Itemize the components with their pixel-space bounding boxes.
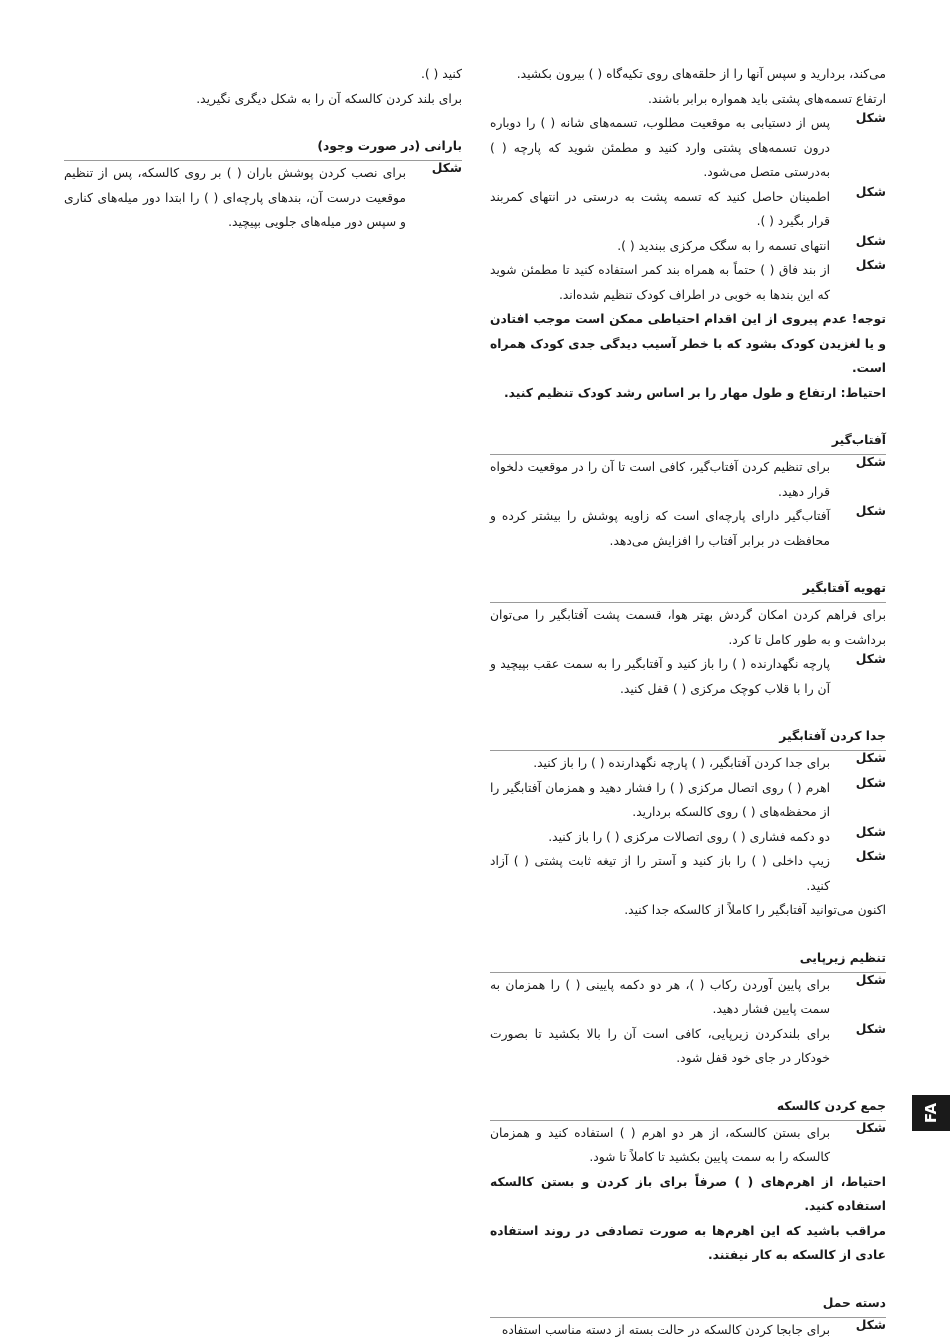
- left-intro-line-1: کنید ( ).: [420, 67, 462, 81]
- instruction-text: اکنون می‌توانید آفتابگیر را کاملاً از کالسکه جدا کنید.: [624, 903, 886, 917]
- caution-text: احتیاط: ارتفاع و طول مهار را بر اساس رشد کودک تنظیم کنید.: [503, 385, 886, 400]
- instruction-row: شکل آفتاب‌گیر دارای پارچه‌ای است که زاویه پوشش را بیشتر کرده و محافظت در برابر آفتاب را افزایش می‌دهد.: [490, 504, 886, 553]
- instruction-text: برای بلندکردن زیرپایی، کافی است آن را بالا بکشید تا بصورت خودکار در جای خود قفل شود.: [490, 1026, 830, 1065]
- instruction-text: می‌کند، بردارید و سپس آنها را از حلقه‌های روی تکیه‌گاه ( ) بیرون بکشید.: [516, 67, 886, 81]
- rain-cover-section: [64, 135, 462, 235]
- instruction-text: برای جدا کردن آفتابگیر، ( ) پارچه نگهدارنده ( ) را باز کنید.: [533, 756, 830, 770]
- section-title: تنظیم زیرپایی: [799, 950, 886, 965]
- instruction-text: اهرم ( ) روی اتصال مرکزی ( ) را فشار دهید و همزمان آفتابگیر را از محفظه‌های ( ) روی کالسکه بردارید.: [490, 780, 830, 819]
- language-tab-label: FA: [921, 1102, 940, 1124]
- instruction-text: پارچه نگهدارنده ( ) را باز کنید و آفتابگیر را به سمت عقب بپیچید و آن را با قلاب کوچک مرکزی ( ) قفل کنید.: [490, 657, 830, 696]
- instruction-row: شکل پس از دستیابی به موقعیت مطلوب، تسمه‌های شانه ( ) را دوباره درون تسمه‌های پشتی وارد کنید و مطمئن شوید که پارچه ( ) به‌درستی متصل می‌شود.: [490, 111, 886, 185]
- instruction-row: شکل انتهای تسمه را به سگک مرکزی ببندید ( ).: [490, 234, 886, 259]
- instruction-row: شکل برای جدا کردن آفتابگیر، ( ) پارچه نگهدارنده ( ) را باز کنید.: [490, 751, 886, 776]
- instruction-row: شکل برای جابجا کردن کالسکه در حالت بسته از دسته مناسب استفاده: [490, 1318, 886, 1343]
- instruction-text: برای بستن کالسکه، از هر دو اهرم ( ) استفاده کنید و همزمان کالسکه را به سمت پایین بکشید تا کاملاً تا شود.: [490, 1125, 830, 1164]
- instruction-text: برای تنظیم کردن آفتاب‌گیر، کافی است تا آن را در موقعیت دلخواه قرار دهید.: [490, 460, 830, 499]
- instruction-text: برای جابجا کردن کالسکه در حالت بسته از دسته مناسب استفاده: [501, 1322, 830, 1337]
- instruction-text: برای نصب کردن پوشش باران ( ) بر روی کالسکه، پس از تنظیم موقعیت درست آن، بندهای پارچه‌ای ( ) را ابتدا دور میله‌های کناری و سپس دور میله‌های جلویی بپیچید.: [64, 166, 406, 229]
- bold-note: احتیاط، از اهرم‌های ( ) صرفاً برای باز کردن و بستن کالسکه استفاده کنید.: [490, 1174, 886, 1213]
- bold-note: مراقب باشید که این اهرم‌ها به صورت تصادفی در روند استفاده عادی از کالسکه به کار نیفتند.: [490, 1223, 886, 1262]
- section: [490, 1095, 886, 1268]
- instruction-text: پس از دستیابی به موقعیت مطلوب، تسمه‌های شانه ( ) را دوباره درون تسمه‌های پشتی وارد کنید و مطمئن شوید که پارچه ( ) به‌درستی متصل می‌شود.: [490, 116, 830, 179]
- sections: [490, 429, 886, 1342]
- section: [490, 947, 886, 1071]
- left-intro-line-2: برای بلند کردن کالسکه آن را به شکل دیگری نگیرید.: [196, 91, 462, 106]
- section: [490, 577, 886, 701]
- instruction-text: انتهای تسمه را به سگک مرکزی ببندید ( ).: [617, 238, 830, 253]
- warning-text: توجه! عدم پیروی از این اقدام احتیاطی ممکن است موجب افتادن و یا لغزیدن کودک بشود که با خطر آسیب دیدگی جدی کودک همراه است.: [490, 312, 886, 375]
- section: [490, 725, 886, 923]
- section: [490, 429, 886, 553]
- instruction-row: شکل برای نصب کردن پوشش باران ( ) بر روی کالسکه، پس از تنظیم موقعیت درست آن، بندهای پارچه‌ای ( ) را ابتدا دور میله‌های کناری و سپس دور میله‌های جلویی بپیچید.: [64, 161, 462, 235]
- left-column: [64, 62, 462, 235]
- instruction-text: از بند فاق ( ) حتماً به همراه بند کمر استفاده کنید تا مطمئن شوید که این بندها به خوبی در اطراف کودک تنظیم شده‌اند.: [490, 263, 830, 302]
- section-title: دسته حمل: [822, 1295, 886, 1310]
- instruction-row: شکل پارچه نگهدارنده ( ) را باز کنید و آفتابگیر را به سمت عقب بپیچید و آن را با قلاب کوچک مرکزی ( ) قفل کنید.: [490, 652, 886, 701]
- instruction-row: [490, 603, 886, 652]
- section-title: جدا کردن آفتابگیر: [779, 729, 886, 743]
- right-column: [490, 62, 886, 1342]
- section-title: تهویه آفتابگیر: [802, 581, 886, 595]
- instruction-row: شکل دو دکمه فشاری ( ) روی اتصالات مرکزی ( ) را باز کنید.: [490, 825, 886, 850]
- section: [490, 1292, 886, 1343]
- intro-block: [490, 62, 886, 307]
- instruction-row: [490, 87, 886, 112]
- instruction-row: شکل از بند فاق ( ) حتماً به همراه بند کمر استفاده کنید تا مطمئن شوید که این بندها به خوبی در اطراف کودک تنظیم شده‌اند.: [490, 258, 886, 307]
- section-title: آفتاب‌گیر: [831, 433, 886, 447]
- instruction-text: ارتفاع تسمه‌های پشتی باید همواره برابر باشند.: [647, 91, 886, 106]
- instruction-text: برای پایین آوردن رکاب ( )، هر دو دکمه پایینی ( ) را همزمان به سمت پایین فشار دهید.: [490, 977, 830, 1016]
- instruction-row: شکل برای بلندکردن زیرپایی، کافی است آن را بالا بکشید تا بصورت خودکار در جای خود قفل شود.: [490, 1022, 886, 1071]
- language-tab: [912, 1095, 950, 1131]
- instruction-row: شکل برای تنظیم کردن آفتاب‌گیر، کافی است تا آن را در موقعیت دلخواه قرار دهید.: [490, 455, 886, 504]
- instruction-row: [490, 898, 886, 923]
- instruction-text: اطمینان حاصل کنید که تسمه پشت به درستی در انتهای کمربند قرار بگیرد ( ).: [490, 189, 830, 228]
- instruction-row: شکل اطمینان حاصل کنید که تسمه پشت به درستی در انتهای کمربند قرار بگیرد ( ).: [490, 185, 886, 234]
- instruction-text: آفتاب‌گیر دارای پارچه‌ای است که زاویه پوشش را بیشتر کرده و محافظت در برابر آفتاب را افزایش می‌دهد.: [490, 509, 830, 548]
- instruction-text: زیپ داخلی ( ) را باز کنید و آستر را از تیغه ثابت پشتی ( ) آزاد کنید.: [490, 854, 830, 893]
- section-title: جمع کردن کالسکه: [776, 1098, 886, 1113]
- section-title-rain-cover: بارانی (در صورت وجود): [317, 139, 462, 153]
- instruction-row: شکل برای پایین آوردن رکاب ( )، هر دو دکمه پایینی ( ) را همزمان به سمت پایین فشار دهید.: [490, 973, 886, 1022]
- instruction-row: [490, 62, 886, 87]
- instruction-row: شکل برای بستن کالسکه، از هر دو اهرم ( ) استفاده کنید و همزمان کالسکه را به سمت پایین بکشید تا کاملاً تا شود.: [490, 1121, 886, 1170]
- instruction-row: شکل زیپ داخلی ( ) را باز کنید و آستر را از تیغه ثابت پشتی ( ) آزاد کنید.: [490, 849, 886, 898]
- instruction-text: دو دکمه فشاری ( ) روی اتصالات مرکزی ( ) را باز کنید.: [548, 829, 830, 844]
- instruction-text: برای فراهم کردن امکان گردش بهتر هوا، قسمت پشت آفتابگیر را می‌توان برداشت و به طور کامل تا کرد.: [490, 608, 886, 647]
- instruction-row: شکل اهرم ( ) روی اتصال مرکزی ( ) را فشار دهید و همزمان آفتابگیر را از محفظه‌های ( ) روی کالسکه بردارید.: [490, 776, 886, 825]
